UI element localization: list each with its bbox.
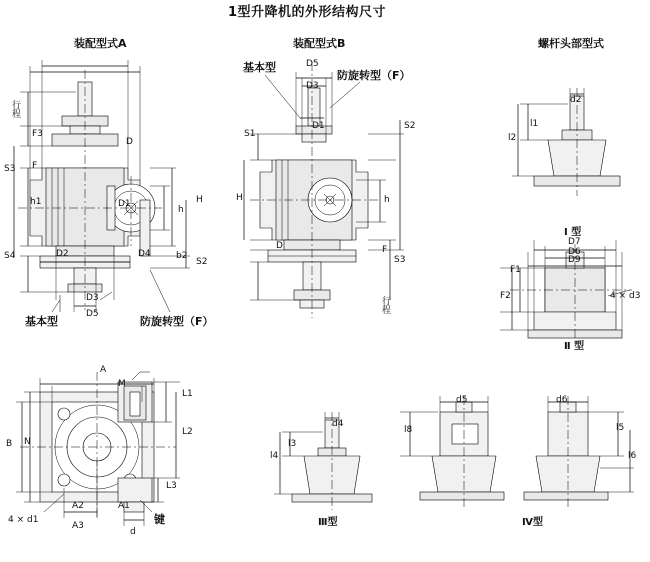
dim-a-b2: b2 (176, 251, 188, 261)
dim-b-d: D (276, 241, 283, 251)
head-type-2-label: Ⅱ 型 (564, 341, 585, 352)
dim-b-stroke: 行程 (380, 296, 390, 314)
page-title: 1型升降机的外形结构尺寸 (228, 5, 387, 20)
dim-plan-d: d (130, 527, 136, 537)
dim-plan-l1: L1 (182, 389, 193, 399)
dim-plan-n: N (24, 437, 31, 447)
dim-b-s2: S2 (404, 121, 416, 131)
dim-h1-d2: d2 (570, 95, 582, 105)
dim-a-d5: D5 (86, 309, 99, 319)
dim-plan-a: A (100, 365, 107, 375)
dim-h2-4xd3: 4 × d3 (610, 291, 641, 301)
dim-h3-l3: l3 (288, 439, 297, 449)
dim-b-d5: D5 (306, 59, 319, 69)
dim-h4-l5: l5 (616, 423, 625, 433)
head-type-3-geometry (274, 412, 372, 510)
dim-a-f: F (32, 161, 38, 171)
section-heading-b: 装配型式B (293, 37, 346, 50)
dim-a-d4: D4 (138, 249, 151, 259)
dim-plan-a2: A2 (72, 501, 84, 511)
dim-a-s4: S4 (4, 251, 16, 261)
dim-h3-d4: d4 (332, 419, 344, 429)
dim-a-d1: D1 (118, 199, 131, 209)
dim-plan-b: B (6, 439, 13, 449)
dim-plan-4xd1: 4 × d1 (8, 515, 39, 525)
dim-plan-l3: L3 (166, 481, 177, 491)
dim-b-d1: D1 (312, 121, 325, 131)
dim-a-d2: D2 (56, 249, 69, 259)
plan-view-geometry (16, 372, 180, 526)
dim-plan-l2: L2 (182, 427, 193, 437)
dim-b-f: F (382, 245, 388, 255)
dim-h1-l1: l1 (530, 119, 539, 129)
note-anti-a: 防旋转型（F） (140, 315, 214, 328)
note-basic-a: 基本型 (25, 315, 58, 328)
dim-a-h: h (178, 205, 184, 215)
dim-a-stroke: 行程 (10, 100, 20, 118)
head-type-4-geometry (400, 396, 637, 508)
dim-h3-l4: l4 (270, 451, 279, 461)
dim-h2-d9: D9 (568, 255, 581, 265)
dim-h2-f2: F2 (500, 291, 511, 301)
dim-a-d: D (126, 137, 133, 147)
head-type-1-label: Ⅰ 型 (564, 227, 582, 238)
dim-a-s3: S3 (4, 164, 16, 174)
dim-plan-m: M (118, 379, 126, 389)
view-a-geometry (14, 60, 190, 312)
note-anti-b: 防旋转型（F） (337, 69, 411, 82)
dim-plan-a3: A3 (72, 521, 84, 531)
dim-b-hl: h (384, 195, 390, 205)
dim-a-s2: S2 (196, 257, 208, 267)
head-type-4-label: Ⅳ型 (522, 517, 543, 528)
note-basic-b: 基本型 (243, 61, 276, 74)
dim-h2-f1: F1 (510, 265, 521, 275)
head-type-3-label: Ⅲ型 (318, 517, 338, 528)
dim-a-h1: h1 (30, 197, 42, 207)
dim-h4-d5: d5 (456, 395, 468, 405)
dim-plan-a1: A1 (118, 501, 130, 511)
section-heading-a: 装配型式A (74, 37, 127, 50)
dim-a-f3: F3 (32, 129, 43, 139)
dim-h1-l2: l2 (508, 133, 517, 143)
dim-b-d3: D3 (306, 81, 319, 91)
view-b-geometry (244, 59, 404, 318)
dim-b-h: H (236, 193, 243, 203)
dim-h2-d7: D7 (568, 237, 581, 247)
section-heading-c: 螺杆头部型式 (538, 37, 604, 50)
dim-plan-key: 键 (154, 513, 165, 526)
head-type-1-geometry (512, 88, 620, 196)
dim-b-s1: S1 (244, 129, 256, 139)
dim-h4-l8: l8 (404, 425, 413, 435)
dim-a-d3: D3 (86, 293, 99, 303)
dim-b-s3: S3 (394, 255, 406, 265)
dim-h2-d6: D6 (568, 247, 581, 257)
dim-h4-d6: d6 (556, 395, 568, 405)
dim-a-h-cap: H (196, 195, 203, 205)
dim-h4-l6: l6 (628, 451, 637, 461)
